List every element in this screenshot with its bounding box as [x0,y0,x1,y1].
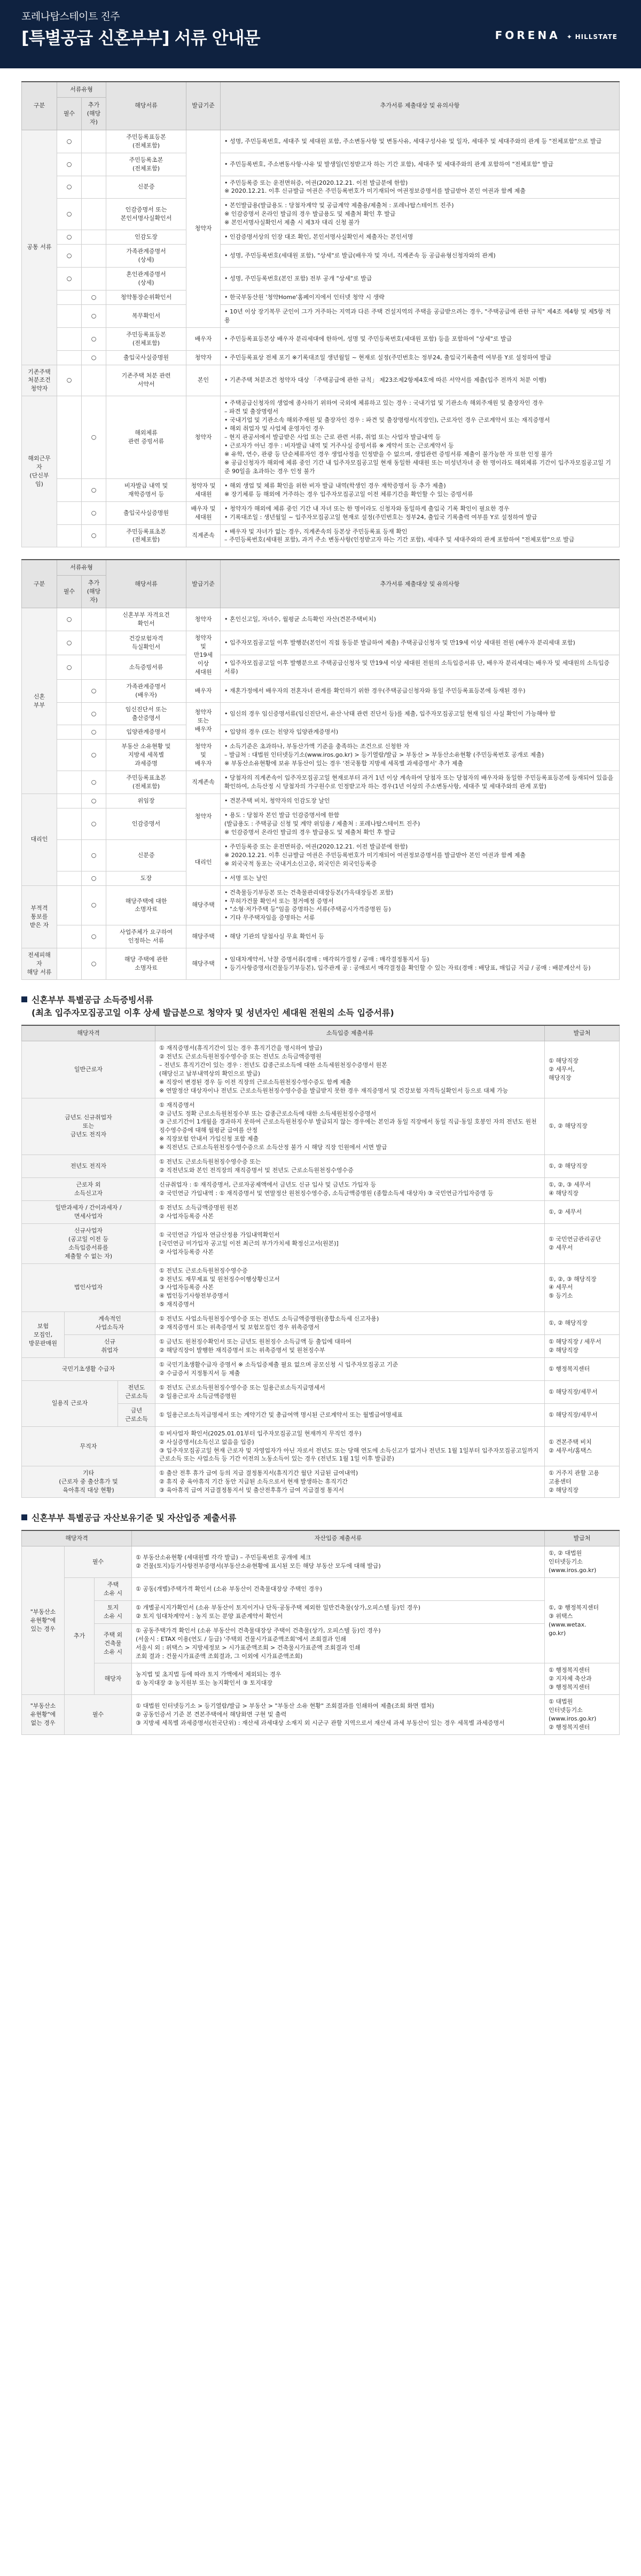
docs: ① 비사업자 확인서(2025.01.01부터 입주자모집공고일 현재까지 무직인 경우) ② 사실증명서(소득신고 없음을 입증) ③ 입주자모집공고일 현재 근로자 및 자영업자가 아닌 자로서 전년도 또는 당해 연도에 소득신고가 없거나 전년도 1월 1일부터 입주자모집공고일까지 근로소득 또는 사업소득 등 기간 이전의 노동소득이 있는 경우 (전년도 1월 1일 이후 발급분) [155,1426,545,1466]
issuer: ① 대법원 인터넷등기소 (www.iros.go.kr) ② 행정복지센터 [545,1695,620,1735]
docs: ① 공동주택가격 확인서 (소유 부동산이 건축물대장상 주택이 건축물(상가, 오피스텔 등)인 경우) (서울시 : ETAX 이용(연도 / 등급) '주택외 건물시가표준액조회'에서 조회결과 인쇄 서울시 외 : 위택스 > 지방세정보 > 시가표준액조회 > 건축물시가표준액 조회결과 인쇄 조회 결과 : 건물시가표준액 조회결과, 그 이외에 시가표준액조회) [132,1623,545,1663]
issuer: 직계존속 [186,771,221,794]
doc-name: 청약통장순위확인서 [106,290,186,304]
table-row [22,839,620,871]
doc-notes: • 주민등록표상 전체 포기 ※기록대조일 생년월일 ~ 현재로 설정(주민번호는 정부24, 출입국기록출력 여부를 Y로 설정하여 발급 [221,350,620,365]
table-row [22,478,620,501]
additional-mark: ○ [82,478,106,501]
header-doc: 해당서류 [106,82,186,130]
asset-section-heading [21,1512,620,1525]
table-row [22,396,620,478]
docs: ① 국민연금 가입자 연금산정용 가입내역확인서 [국민연금 미가입자 공고일 이전 최근의 부가가치세 확정신고서(원본)] ② 사업자등록증 사본 [155,1223,545,1263]
doc-name: 신분증 [106,839,186,871]
docs: ① 전년도 사업소득원천징수영수증 또는 전년도 소득금액증명원(종합소득세 신고자용) ② 재직증명서 또는 위촉증명서 및 보험모집인 경우 위촉증명서 [155,1312,545,1335]
table-row [22,1466,620,1498]
table-row [22,948,620,980]
additional-mark: ○ [82,304,106,327]
group-label: 신혼 부부 [22,608,57,794]
required-mark: ○ [57,365,82,396]
table-row [22,365,620,396]
doc-name: 인감도장 [106,230,186,245]
issuer: 배우자 [186,679,221,702]
issuer: ① 해당직장 / 세무서 ② 해당직장 [545,1335,620,1358]
type-label: 전년도 전직자 [22,1155,155,1178]
issuer: ① 해당직장 ② 세무서, 해당직장 [545,1041,620,1098]
section-title: 신혼부부 특별공급 자산보유기준 및 자산입증 제출서류 [32,1513,237,1523]
header-additional: 추가 (해당자) [82,97,106,130]
issuer: ① 거주지 관할 고용 고용센터 ② 해당직장 [545,1466,620,1498]
group-label: 해외근무자 (단신부임) [22,396,57,547]
type-label: 기타 (근로자 중 출산휴가 및 육아휴직 대상 현황) [22,1466,155,1498]
issuer: 청약자 [186,608,221,631]
table-row [22,925,620,948]
doc-name: 주민등록표등본 (전체포함) [106,327,186,350]
additional-mark: ○ [82,396,106,478]
type-label: 보험 모집인, 방문판매원 [22,1312,65,1358]
doc-name: 소득증빙서류 [106,655,186,679]
doc-notes: • 서명 또는 날인 [221,871,620,885]
header-issuer: 발급처 [545,1530,620,1546]
doc-name: 출입국사실증명원 [106,350,186,365]
additional-mark: ○ [82,290,106,304]
header-issuer: 발급기준 [186,82,221,130]
issuer: 청약자 또는 배우자 [186,702,221,740]
category-label: 토지 소유 시 [95,1600,132,1623]
table-row [22,350,620,365]
table-row [22,501,620,524]
section-bullet-icon [21,996,27,1002]
group-label: 공통 서류 [22,130,57,365]
type-label: 무직자 [22,1426,155,1466]
docs: ① 전년도 소득금액증명원 원본 ② 사업자등록증 사본 [155,1200,545,1223]
table-row [22,794,620,808]
type-label: 신규사업자 (공고일 이전 등 소득입증서류를 제출할 수 없는 자) [22,1223,155,1263]
required-mark: ○ [57,631,82,655]
docs: ① 재직증명서 ② 금년도 정확 근로소득원천징수부 또는 갑종근로소득에 대한 소득세원천징수증명서 ③ 근로기간이 1개월을 경과하지 못하여 근로소득원천징수부 발급되지 않는 경우에는 본인과 동일 직장에서 동일 직급·동일 호봉인 자의 전년도 원천징수영수증에 대해 월평균 급여를 산정 ※ 직장보험 안내서 가입신청 포함 제출 ※ 직전년도 근로소득원천징수영수증으로 소득산정 불가 시 해당 직장 인원에서 서면 발급 [155,1098,545,1155]
table-row [22,245,620,268]
doc-notes: • 주택공급신청자의 생업에 종사하기 위하여 국외에 체류하고 있는 경우 : 국내기업 및 기관소속 해외주재원 및 출장자인 경우 – 파견 및 출장명령서 • 국내기업 및 기관소속 해외주재원 및 출장자인 경우 : 파견 및 출장명령서(직장인), 근로자인 경우 근로계약서 또는 재직증명서 • 해외 취업자 및 사업체 운영자인 경우 – 현지 관공서에서 발급받은 사업 또는 근로 관련 서류, 취업 또는 사업자 발급내역 등 • 근로자가 아닌 경우 : 비자발급 내역 및 거주사실 증빙서류 ※ 계약서 또는 근로계약서 등 ※ 유학, 연수, 관광 등 단순체류자인 경우 생업사정을 인정받을 수 없으며, 생업관련 증빙서류 제출이 불가능한 자 또한 인정 불가 ※ 공급신청자가 해외에 체류 중인 기간 내 입주자모집공고일 현재 동일한 세대원 또는 미성년자녀 중 한 명이라도 해외체류 기간이 입주자모집공고일 기준 90일을 초과하는 경우 인정 불가 [221,396,620,478]
subtype-label: 필수 [65,1546,132,1578]
additional-mark: ○ [82,871,106,885]
issuer: 직계존속 [186,524,221,547]
table-row [22,1041,620,1098]
issuer: 본인 [186,365,221,396]
type-label: 법인사업자 [22,1263,155,1312]
header-doc: 해당서류 [106,560,186,608]
header-type: 해당자격 [22,1025,155,1041]
table-row [22,327,620,350]
doc-notes: • 한국부동산원 '청약Home'홈페이지에서 인터넷 청약 시 생략 [221,290,620,304]
common-documents-table [21,81,620,547]
doc-notes: • 재혼가정에서 배우자의 전혼자녀 관계를 확인하기 위한 경우(주택공급신청자와 동일 주민등록표등본에 등재된 경우) [221,679,620,702]
type-label: 국민기초생활 수급자 [22,1358,155,1381]
group-label: 기존주택 처분조건 청약자 [22,365,57,396]
table-row [22,304,620,327]
table-row [22,1098,620,1155]
table-row [22,268,620,290]
issuer: 배우자 [186,327,221,350]
table-row [22,1546,620,1578]
additional-mark: ○ [82,725,106,740]
header-docs: 소득입증 제출서류 [155,1025,545,1041]
issuer: 청약자 [186,396,221,478]
subtype-label: 전년도 근로소득 [118,1380,155,1403]
table-row [22,1223,620,1263]
issuer: ①, ② 세무서 [545,1200,620,1223]
additional-mark: ○ [82,350,106,365]
additional-mark: ○ [82,524,106,547]
required-mark: ○ [57,655,82,679]
issuer: ① 행정복지센터 ② 지자체 축산과 ③ 행정복지센터 [545,1663,620,1695]
issuer: 해당주택 [186,925,221,948]
table-row [22,740,620,771]
header-issuer: 발급처 [545,1025,620,1041]
table-row [22,679,620,702]
header-additional: 추가 (해당자) [82,576,106,608]
category-label: 주택 소유 시 [95,1577,132,1600]
issuer: ①, ② 행정복지센터 ③ 위택스 (www.wetax. go.kr) [545,1577,620,1663]
table-row [22,1178,620,1201]
table-row [22,199,620,230]
table-row [22,130,620,153]
doc-notes: • 인감증명서상의 인장 대조 확인, 본인서명사실확인서 제출자는 본인서명 [221,230,620,245]
section-subtitle: (최초 입주자모집공고일 이후 상세 발급분으로 청약자 및 성년자인 세대원 전원의 소득 입증서류) [32,1008,394,1018]
doc-notes: • 주민등록증 또는 운전면허증, 여권(2020.12.21. 이전 발급분에 한함) ※ 2020.12.21. 이후 신규발급 여권은 주민등록번호가 미기재되어 여권정보증명서를 발급받아 본인 여권과 함께 제출 [221,176,620,199]
page-title: [특별공급 신혼부부] 서류 안내문 [21,27,260,48]
doc-name: 인감증명서 [106,808,186,840]
group-label: 전세피해자 해당 서류 [22,948,57,980]
additional-mark: ○ [82,794,106,808]
section-bullet-icon [21,1514,27,1520]
doc-name: 해당 주택에 관한 소명자료 [106,948,186,980]
doc-notes: • 기존주택 처분조건 청약자 대상 「주택공급에 관한 규칙」 제23조제2항제4호에 따른 서약서를 제출(입주 전까지 처분 이행) [221,365,620,396]
table-row [22,176,620,199]
doc-notes: • 입주자모집공고일 이후 발행분으로 주택공급신청자 및 만19세 이상 세대원 전원의 소득입증서류 단, 배우자 분리세대는 배우자 및 세대원의 소득입증 서류) [221,655,620,679]
doc-notes: • 건축물등기부등본 또는 건축물관리대장등본(가옥대장등본 포함) • 무허가건물 확인서 또는 철거예정 증명서 • "소형·저가주택 등"임을 증명하는 서류(주택공시가격증명원 등) • 기타 무주택자임을 증명하는 서류 [221,885,620,925]
table-row [22,702,620,725]
doc-name: 해당주택에 대한 소명자료 [106,885,186,925]
docs: ① 전년도 근로소득원천징수영수증 또는 일용근로소득지급명세서 ② 일용근로자 소득금액증명원 [155,1380,545,1403]
header-subtitle: 포레나탑스테이트 진주 [21,11,120,22]
header-type: 서류유형 [57,82,106,97]
header-gubun: 구분 [22,560,57,608]
doc-notes: • 견본주택 비치, 청약자의 인감도장 날인 [221,794,620,808]
docs: ① 출산 전후 휴가 급여 등의 지급 결정통지서(휴직기간 월단 지급된 급여내역) ② 휴직 중 육아휴직 기간 동안 지급된 소득으로서 현재 발생하는 휴직기간 ③ 육아휴직 급여 지급결정통지서 및 출산전후휴가 급여 지급결정 통지서 [155,1466,545,1498]
doc-name: 신분증 [106,176,186,199]
additional-mark: ○ [82,925,106,948]
required-mark: ○ [57,153,82,176]
docs: ① 부동산소유현황 (세대원별 각각 발급) – 주민등록번호 공개에 체크 ② 건물(토지)등기사항전부증명서(부동산소유현황에 표시된 모든 해당 부동산 모두에 대해 발급) [132,1546,545,1578]
doc-name: 건강보험자격 득실확인서 [106,631,186,655]
table-row [22,725,620,740]
doc-notes: • 해당 기관의 당첨사실 무효 확인서 등 [221,925,620,948]
table-row [22,1155,620,1178]
section-title: 신혼부부 특별공급 소득증빙서류 [32,995,153,1005]
issuer: ①, ② 대법원 인터넷등기소 (www.iros.go.kr) [545,1546,620,1578]
docs: ① 대법원 인터넷등기소 > 등기열람/발급 > 부동산 > "부동산 소유 현황" 조회결과를 인쇄하여 제출(조회 화면 캡처) ② 공동인증서 기준 본 견본주택에서 해당화면 구현 및 출력 ③ 지방세 세목별 과세증명서(전국단위) : 재산세 과세대상 소재지 외 시군구 관할 지역으로서 재산세 과세 부동산이 있는 경우 세목별 과세증명서 [132,1695,545,1735]
doc-name: 비자발급 내역 및 재학증명서 등 [106,478,186,501]
issuer: ① 해당직장/세무서 [545,1403,620,1426]
docs: 신규취업자 : ① 재직증명서, 근로자공제액에서 금년도 신규 입사 및 금년도 가입자 등 ② 국민연금 가입내역 : ① 재직증명서 및 연말정산 원천징수영수증, 소득금액증명원 (종합소득세 대상자) ③ 국민연금가입자증명 등 [155,1178,545,1201]
issuer: ①, ② 해당직장 [545,1098,620,1155]
doc-name: 도장 [106,871,186,885]
category-label: 해당자 [95,1663,132,1695]
doc-notes: • 입양의 경우 (또는 친양자 입양관계증명서) [221,725,620,740]
required-mark: ○ [57,230,82,245]
additional-mark: ○ [82,740,106,771]
doc-notes: • 성명, 주민등록번호(세대원 포함), "상세"로 발급(배우자 및 자녀, 직계존속 등 공급유형신청자와의 관계) [221,245,620,268]
doc-name: 가족관계증명서 (상세) [106,245,186,268]
issuer: 청약자 [186,350,221,365]
additional-mark: ○ [82,327,106,350]
issuer: ① 견본주택 비치 ② 세무서/홈택스 [545,1426,620,1466]
table-row [22,1358,620,1381]
header-notes: 추가서류 제출대상 및 유의사항 [221,82,620,130]
additional-mark: ○ [82,679,106,702]
docs: ① 재직증명서(휴직기간이 있는 경우 휴직기간을 명시하여 발급) ② 전년도 근로소득원천징수영수증 또는 전년도 소득금액증명원 – 전년도 휴직기간이 있는 경우 : 전년도 갑종근로소득에 대한 소득세원천징수증명서 원본 (해당신고 납부내역상의 확인으로 발급) ※ 직장이 변경된 경우 등 이전 직장의 근로소득원천징수영수증도 함께 제출 ※ 연말정산 대상자이나 전년도 근로소득원천징수영수증을 발급받지 못한 경우 재직증명서 및 건강보험 자격득실확인서 등으로 대체 가능 [155,1041,545,1098]
additional-mark: ○ [82,808,106,840]
additional-mark: ○ [82,501,106,524]
table-row [22,631,620,655]
required-mark: ○ [57,268,82,290]
doc-notes: • 소득기준은 초과하나, 부동산가액 기준을 충족하는 조건으로 신청한 자 – 발급처 : 대법원 인터넷등기소(www.iros.go.kr) > 등기열람/발급 > 부동산 > 부동산소유현황 (주민등록번호 공개로 제출) ※ 부동산소유현황에 보유 부동산이 있는 경우 '전국통합 지방세 세목별 과세증명서' 추가 제출 [221,740,620,771]
doc-notes: • 성명, 주민등록번호, 세대주 및 세대원 포함, 주소변동사항 및 변동사유, 세대구성사유 및 일자, 세대주 및 세대주와의 관계 등 "전체포함"으로 발급 [221,130,620,153]
header-issuer: 발급기준 [186,560,221,608]
group-label: 대리인 [22,794,57,886]
doc-name: 주민등록표초본 (전체포함) [106,771,186,794]
doc-notes: • 10년 이상 장기복무 군인이 그가 거주하는 지역과 다른 주택 건설지역의 주택을 공급받으려는 경우, "주택공급에 관한 규칙" 제4조 제4항 및 제5항 적용 [221,304,620,327]
doc-notes: • 임대차계약서, 낙찰 증명서류(경매 : 매각허가결정 / 공매 : 매각결정통지서 등) • 등기사항증명서(건물등기부등본), 입주관계 공 : 공매로서 매각결정을 확인할 수 있는 자료(경매 : 배당표, 매입금 지급 / 공매 : 배분계산서 등) [221,948,620,980]
required-mark: ○ [57,199,82,230]
issuer: ①, ② 해당직장 [545,1155,620,1178]
docs: ① 금년도 원천징수확인서 또는 금년도 원천징수 소득금액 등 출입에 대하여 ② 해당직장이 발행한 재직증명서 또는 위촉증명서 및 원천징수부 [155,1335,545,1358]
issuer: ① 해당직장/세무서 [545,1380,620,1403]
category-label: 주택 외 건축물 소유 시 [95,1623,132,1663]
doc-notes: • 주민등록번호, 주소변동사항·사유 및 발생일(인정받고자 하는 기간 포함), 세대주 및 세대주와의 관계 포함하여 "전체포함" 발급 [221,153,620,176]
issuer: 청약자 및 세대원 [186,478,221,501]
additional-mark: ○ [82,885,106,925]
issuer: 청약자 및 만19세 이상 세대원 [186,631,221,680]
doc-name: 주민등록표등본 (전체포함) [106,130,186,153]
table-row [22,608,620,631]
table-row [22,1577,620,1600]
type-label: 일반근로자 [22,1041,155,1098]
table-row [22,771,620,794]
table-row [22,808,620,840]
table-row [22,1312,620,1335]
required-mark: ○ [57,245,82,268]
doc-name: 해외체류 관련 증빙서류 [106,396,186,478]
subtype-label: 신규 취업자 [65,1335,155,1358]
doc-name: 위임장 [106,794,186,808]
issuer: 청약자 [186,794,221,840]
brand-logo: FORENA ✦ HILLSTATE [495,29,617,42]
doc-name: 인감증명서 또는 본인서명사실확인서 [106,199,186,230]
table-row [22,655,620,679]
table-row [22,1200,620,1223]
issuer: ①, ②, ③ 해당직장 ④ 세무서 ⑤ 등기소 [545,1263,620,1312]
doc-notes: • 청약자가 해외에 체류 중인 기간 내 자녀 또는 한 명이라도 신청자와 동일하게 출입국 기록 확인이 필요한 경우 • 기록대조일 : 생년월일 ~ 입주자모집공고일 현재로 설정(주민번호는 정부24, 출입국 기록출력 여부를 Y로 설정하여 발급 [221,501,620,524]
doc-notes: • 해외 생업 및 체류 확인을 위한 비자 발급 내역(학생인 경우 재학증명서 등 추가 제출) ※ 장기체류 등 해외에 거주하는 경우 입주자모집공고일 이전 체류기간을 확인할 수 있는 증빙서류 [221,478,620,501]
header-gubun: 구분 [22,82,57,130]
doc-notes: • 본인발급용(발급용도 : 당첨자계약 및 공급계약 제출용/제출처 : 포레나탑스테이트 진주) ※ 인감증명서 온라인 발급의 경우 발급용도 및 제출처 확인 후 발급 ※ 본인서명사실확인서 제출 시 제3자 대리 신청 불가 [221,199,620,230]
issuer: ①, ②, ③ 세무서 ④ 해당직장 [545,1178,620,1201]
subtype-label: 금년 근로소득 [118,1403,155,1426]
table-row [22,290,620,304]
doc-notes: • 용도 : 당첨자 본인 발급 인감증명서에 한함 (발급용도 : 주택공급 신청 및 계약 위임용 / 제출처 : 포레나탑스테이트 진주) ※ 인감증명서 온라인 발급의 경우 발급용도 및 제출처 확인 후 발급 [221,808,620,840]
required-mark: ○ [57,608,82,631]
doc-name: 출입국사실증명원 [106,501,186,524]
newlywed-documents-table [21,559,620,980]
doc-notes: • 주민등록증 또는 운전면허증, 여권(2020.12.21. 이전 발급분에 한함) ※ 2020.12.21. 이후 신규발급 여권은 주민등록번호가 미기재되어 여권정보증명서를 발급받아 본인 여권과 함께 제출 ※ 외국국적 동포는 국내거소신고증, 외국인은 외국인등록증 [221,839,620,871]
required-mark: ○ [57,130,82,153]
header-required: 필수 [57,576,82,608]
doc-notes: • 주민등록표등본상 배우자 분리세대에 한하여, 성명 및 주민등록번호(세대원 포함) 등을 포함하여 "상세"로 발급 [221,327,620,350]
subtype-label: 필수 [65,1695,132,1735]
header-notes: 추가서류 제출대상 및 유의사항 [221,560,620,608]
type-label: "부동산소 유현황"에 있는 경우 [22,1546,65,1695]
group-label: 부적격 통보를 받은 자 [22,885,57,948]
doc-name: 부동산 소유현황 및 지방세 세목별 과세증명 [106,740,186,771]
docs: ① 공동(개별)주택가격 확인서 (소유 부동산이 건축물대장상 주택인 경우) [132,1577,545,1600]
docs: ① 일용근로소득지급명세서 또는 계약기간 및 총급여액 명시된 근로계약서 또는 월별급여명세표 [155,1403,545,1426]
table-row [22,885,620,925]
additional-mark: ○ [82,948,106,980]
subtype-label: 계속적인 사업소득자 [65,1312,155,1335]
table-row [22,1335,620,1358]
table-row [22,524,620,547]
issuer: ① 국민연금관리공단 ② 세무서 [545,1223,620,1263]
header-type: 서류유형 [57,560,106,575]
doc-name: 복무확인서 [106,304,186,327]
doc-name: 주민등록표초본 (전체포함) [106,524,186,547]
table-row [22,1600,620,1623]
header-docs: 자산입증 제출서류 [132,1530,545,1546]
table-row [22,1623,620,1663]
doc-notes: • 혼인신고일, 자녀수, 월평균 소득확인 자산(견본주택비치) [221,608,620,631]
doc-notes: • 임신의 경우 임신증명서류(임신진단서, 유산·낙태 관련 진단서 등)를 제출, 입주자모집공고일 현재 임신 사실 확인이 가능해야 함 [221,702,620,725]
additional-mark: ○ [82,839,106,871]
docs: ① 국민기초생활수급자 증명서 ※ 소득입증제출 필요 없으며 공모신청 시 입주자모집공고 기준 ② 수급증서 지정통지서 등 제출 [155,1358,545,1381]
issuer: 해당주택 [186,885,221,925]
required-mark: ○ [57,176,82,199]
income-proof-table [21,1025,620,1498]
table-row [22,153,620,176]
issuer: 배우자 및 세대원 [186,501,221,524]
issuer: 청약자 [186,130,221,327]
type-label: 금년도 신규취업자 또는 금년도 전직자 [22,1098,155,1155]
asset-proof-table [21,1530,620,1735]
type-label: "부동산소 유현황"에 없는 경우 [22,1695,65,1735]
doc-name: 사업주체가 요구하여 인정하는 서류 [106,925,186,948]
doc-name: 기존주택 처분 관련 서약서 [106,365,186,396]
doc-notes: • 당첨자의 직계존속이 입주자모집공고일 현재로부터 과거 1년 이상 계속하여 당첨자 또는 당첨자의 배우자와 동일한 주민등록표등본에 등재되어 있음을 확인하여, 소득산정 시 당첨자의 가구원수로 인정받고자 하는 경우(1년 이상의 주소변동사항, 세대주 및 세대주와의 관계 포함) [221,771,620,794]
partner-logo: ✦ HILLSTATE [566,33,617,41]
header-required: 필수 [57,97,82,130]
docs: ① 전년도 근로소득원천징수영수증 ② 전년도 재무제표 및 원천징수이행상황신고서 ③ 사업자등록증 사본 ④ 법인등기사항전부증명서 ⑤ 재직증명서 [155,1263,545,1312]
issuer: 청약자 및 배우자 [186,740,221,771]
table-row [22,1663,620,1695]
table-row [22,871,620,885]
docs: 농지법 및 초지법 등에 따라 토지 가액에서 제외되는 경우 ① 농지대장 ② 농지원부 또는 농지확인서 ③ 토지대장 [132,1663,545,1695]
type-label: 일반과세자 / 간이과세자 / 면세사업자 [22,1200,155,1223]
issuer: 해당주택 [186,948,221,980]
income-section-heading [21,994,620,1019]
header-banner [0,0,641,68]
header-type: 해당자격 [22,1530,132,1546]
doc-notes: • 성명, 주민등록번호(본인 포함) 전부 공개 "상세"로 발급 [221,268,620,290]
additional-mark: ○ [82,771,106,794]
docs: ① 전년도 근로소득원천징수영수증 또는 ② 직전년도와 본인 전직장의 재직증명서 및 전년도 근로소득원천징수영수증 [155,1155,545,1178]
doc-name: 임신진단서 또는 출산증명서 [106,702,186,725]
type-label: 일용직 근로자 [22,1380,118,1426]
table-row [22,1695,620,1735]
doc-notes: • 배우자 및 자녀가 없는 경우, 직계존속의 등본상 주민등록표 등재 확인 – 주민등록번호(세대원 포함), 과거 주소 변동사항(인정받고자 하는 기간 포함), 세대주 및 세대주와의 관계 포함하여 "전체포함"으로 발급 [221,524,620,547]
issuer: ① 행정복지센터 [545,1358,620,1381]
doc-name: 주민등록초본 (전체포함) [106,153,186,176]
table-row [22,1263,620,1312]
table-row [22,230,620,245]
doc-name: 혼인관계증명서 (상세) [106,268,186,290]
doc-name: 신혼부부 자격요건 확인서 [106,608,186,631]
doc-name: 가족관계증명서 (배우자) [106,679,186,702]
type-label: 근로자 외 소득신고자 [22,1178,155,1201]
table-row [22,1380,620,1403]
doc-notes: • 입주자모집공고일 이후 발행분(본인이 직접 동등분 발급하여 제출) 주택공급신청자 및 만19세 이상 세대원 전원 (배우자 분리세대 포함) [221,631,620,655]
subtype-label: 추가 [65,1577,95,1694]
table-row [22,1426,620,1466]
doc-name: 입양관계증명서 [106,725,186,740]
docs: ① 개별공시지가확인서 (소유 부동산이 토지이거나 단독·공동주택 제외한 일반건축물(상가,오피스텔 등)인 경우) ② 토지 임대차계약서 : 농지 또는 분양 표준계약서 확인서 [132,1600,545,1623]
issuer: ①, ② 해당직장 [545,1312,620,1335]
issuer: 대리인 [186,839,221,885]
additional-mark: ○ [82,702,106,725]
